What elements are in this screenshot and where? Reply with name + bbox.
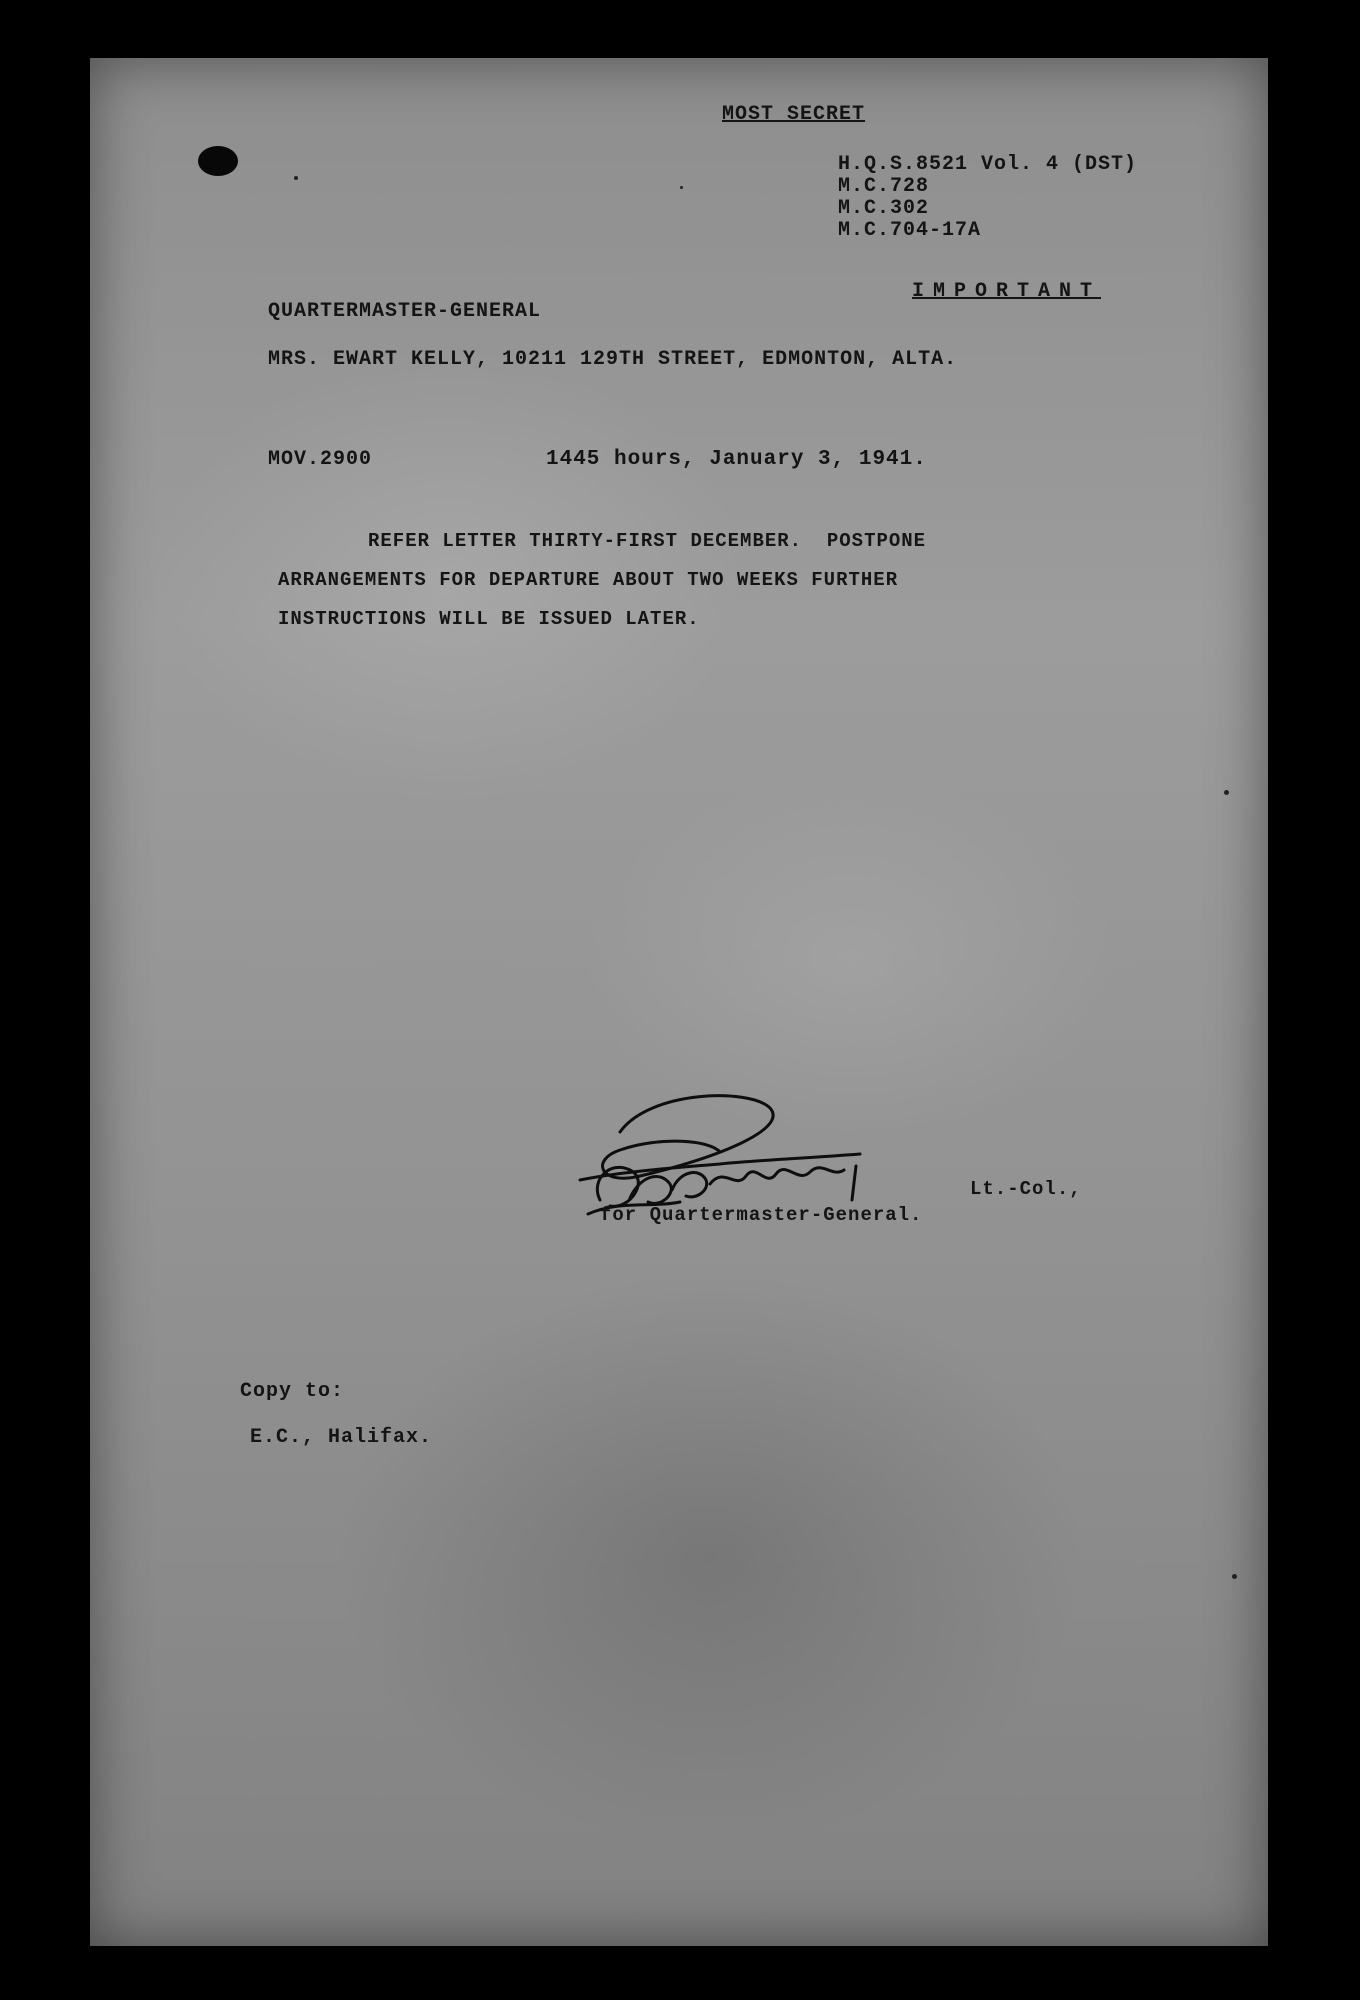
signatory-authority: for Quartermaster-General. — [600, 1204, 923, 1226]
body-line: ARRANGEMENTS FOR DEPARTURE ABOUT TWO WEEKS FURTHER — [278, 569, 899, 591]
classification-heading: MOST SECRET — [722, 103, 866, 126]
ink-speck — [680, 186, 683, 189]
copy-to-label: Copy to: — [240, 1380, 345, 1403]
ink-speck — [1224, 790, 1229, 795]
copy-to-recipient: E.C., Halifax. — [250, 1426, 433, 1449]
body-line: INSTRUCTIONS WILL BE ISSUED LATER. — [278, 608, 700, 630]
file-reference-list — [838, 154, 1137, 242]
message-body — [278, 522, 1178, 639]
signatory-rank: Lt.-Col., — [970, 1178, 1082, 1200]
file-reference: M.C.302 — [838, 197, 930, 220]
message-timestamp: 1445 hours, January 3, 1941. — [546, 448, 927, 471]
hole-punch-mark — [198, 146, 238, 176]
priority-marking: IMPORTANT — [912, 280, 1102, 303]
ink-speck — [294, 176, 298, 180]
message-number: MOV.2900 — [268, 448, 373, 471]
sender-line: QUARTERMASTER-GENERAL — [268, 300, 542, 323]
recipient-address: MRS. EWART KELLY, 10211 129TH STREET, EDMONTON, ALTA. — [268, 348, 958, 371]
body-line: REFER LETTER THIRTY-FIRST DECEMBER. POSTPONE — [368, 530, 927, 552]
file-reference: H.Q.S.8521 Vol. 4 (DST) — [838, 153, 1138, 176]
ink-speck — [1232, 1574, 1237, 1579]
document-page — [90, 58, 1268, 1946]
file-reference: M.C.728 — [838, 175, 930, 198]
file-reference: M.C.704-17A — [838, 219, 982, 242]
